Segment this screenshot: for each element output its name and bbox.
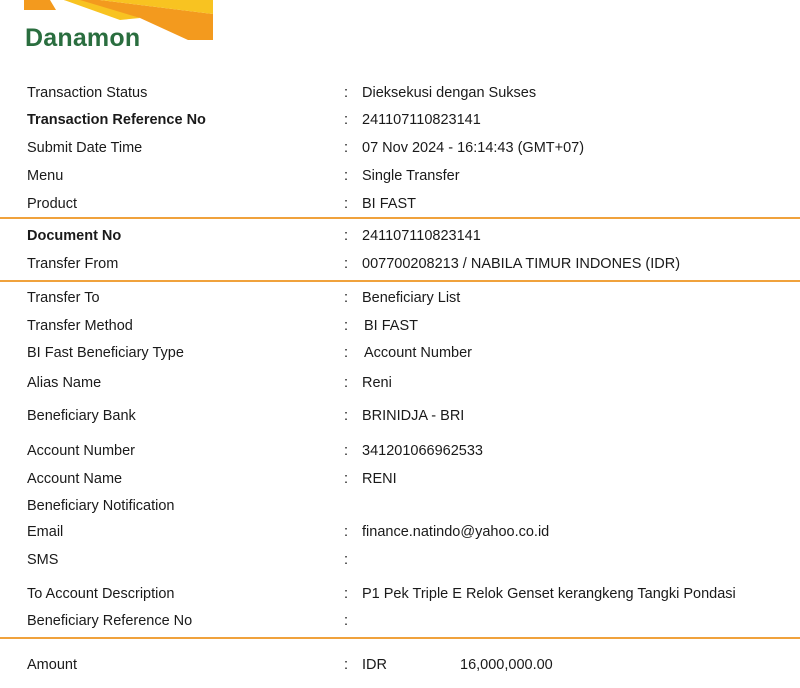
field-label: To Account Description bbox=[27, 586, 175, 602]
field-transfer-method bbox=[0, 318, 800, 340]
field-transaction-status bbox=[0, 85, 800, 107]
field-value: Reni bbox=[362, 375, 392, 391]
field-account-number bbox=[0, 443, 800, 465]
field-value: 007700208213 / NABILA TIMUR INDONES (IDR) bbox=[362, 256, 681, 272]
field-value: Account Number bbox=[364, 345, 472, 361]
field-label: Product bbox=[27, 196, 77, 212]
field-label: Menu bbox=[27, 168, 64, 184]
field-transaction-reference-no bbox=[0, 112, 800, 134]
field-value: Beneficiary List bbox=[362, 290, 461, 306]
amount-label: Amount bbox=[27, 657, 77, 673]
field-label: Account Name bbox=[27, 471, 123, 487]
field-colon: : bbox=[344, 168, 349, 184]
field-label: Beneficiary Bank bbox=[27, 408, 136, 424]
field-colon: : bbox=[344, 85, 349, 101]
field-label: Transfer Method bbox=[27, 318, 133, 334]
danamon-logo bbox=[0, 0, 220, 56]
field-label: Email bbox=[27, 524, 64, 540]
field-label: Beneficiary Notification bbox=[27, 498, 175, 514]
field-product bbox=[0, 196, 800, 218]
amount-currency: IDR bbox=[362, 657, 387, 673]
field-value: Dieksekusi dengan Sukses bbox=[362, 85, 537, 101]
field-colon: : bbox=[344, 586, 349, 602]
field-value: Single Transfer bbox=[362, 168, 460, 184]
field-label: Transfer To bbox=[27, 290, 100, 306]
field-label: Transaction Reference No bbox=[27, 112, 206, 128]
field-value: BI FAST bbox=[364, 318, 418, 334]
field-value: P1 Pek Triple E Relok Genset kerangkeng Tangki Pondasi bbox=[362, 586, 736, 602]
section-divider bbox=[0, 280, 800, 282]
field-label: Beneficiary Reference No bbox=[27, 613, 193, 629]
field-colon: : bbox=[344, 345, 349, 361]
field-colon: : bbox=[344, 112, 349, 128]
field-label: Alias Name bbox=[27, 375, 102, 391]
field-label: SMS bbox=[27, 552, 59, 568]
field-menu bbox=[0, 168, 800, 190]
field-account-name bbox=[0, 471, 800, 493]
field-colon: : bbox=[344, 228, 349, 244]
field-value: BI FAST bbox=[362, 196, 416, 212]
field-colon: : bbox=[344, 657, 349, 673]
field-label: BI Fast Beneficiary Type bbox=[27, 345, 184, 361]
field-value: 241107110823141 bbox=[362, 112, 481, 128]
field-label: Transaction Status bbox=[27, 85, 148, 101]
field-transfer-to bbox=[0, 290, 800, 312]
danamon-wordmark: Danamon bbox=[25, 24, 141, 52]
field-to-account-description bbox=[0, 586, 800, 608]
field-label: Document No bbox=[27, 228, 122, 244]
field-colon: : bbox=[344, 318, 349, 334]
section-divider bbox=[0, 217, 800, 219]
field-sms bbox=[0, 552, 800, 574]
field-value: 07 Nov 2024 - 16:14:43 (GMT+07) bbox=[362, 140, 585, 156]
field-value: BRINIDJA - BRI bbox=[362, 408, 465, 424]
field-colon: : bbox=[344, 375, 349, 391]
field-colon: : bbox=[344, 408, 349, 424]
field-colon: : bbox=[344, 552, 349, 568]
field-label: Account Number bbox=[27, 443, 135, 459]
field-colon: : bbox=[344, 140, 349, 156]
field-label: Transfer From bbox=[27, 256, 119, 272]
field-submit-date-time bbox=[0, 140, 800, 162]
field-colon: : bbox=[344, 613, 349, 629]
field-value: 241107110823141 bbox=[362, 228, 481, 244]
field-document-no bbox=[0, 228, 800, 250]
field-bi-fast-beneficiary-type bbox=[0, 345, 800, 367]
field-value: RENI bbox=[362, 471, 397, 487]
field-beneficiary-reference-no bbox=[0, 613, 800, 635]
field-amount bbox=[0, 657, 800, 679]
section-divider bbox=[0, 637, 800, 639]
field-colon: : bbox=[344, 443, 349, 459]
field-colon: : bbox=[344, 471, 349, 487]
field-colon: : bbox=[344, 256, 349, 272]
field-value: 341201066962533 bbox=[362, 443, 483, 459]
field-value: finance.natindo@yahoo.co.id bbox=[362, 524, 550, 540]
field-email bbox=[0, 524, 800, 546]
field-beneficiary-notification bbox=[0, 498, 800, 520]
field-label: Submit Date Time bbox=[27, 140, 143, 156]
field-beneficiary-bank bbox=[0, 408, 800, 430]
field-colon: : bbox=[344, 290, 349, 306]
field-transfer-from bbox=[0, 256, 800, 278]
amount-value: 16,000,000.00 bbox=[460, 657, 553, 673]
field-colon: : bbox=[344, 196, 349, 212]
field-alias-name bbox=[0, 375, 800, 397]
field-colon: : bbox=[344, 524, 349, 540]
